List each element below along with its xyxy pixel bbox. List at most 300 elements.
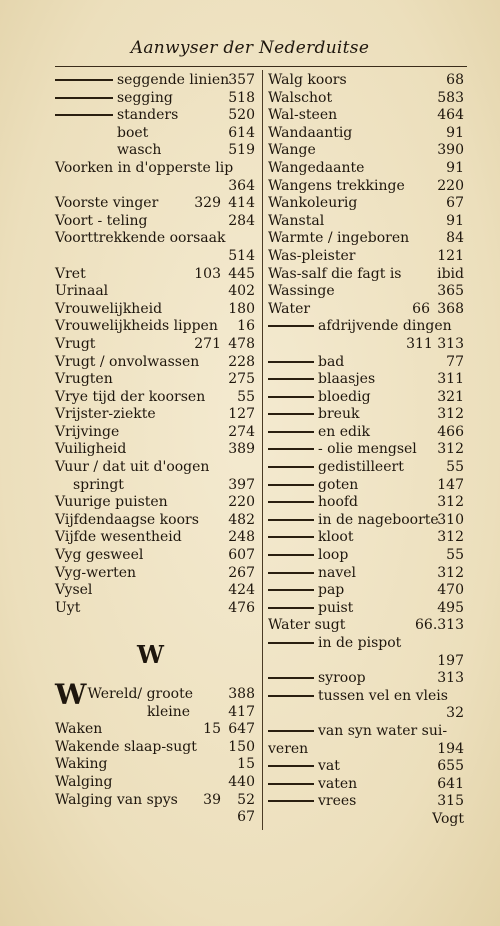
entry-page-number: 514 — [228, 247, 255, 264]
entry-term — [268, 195, 357, 213]
index-entry — [268, 459, 464, 477]
entry-term — [55, 459, 209, 477]
index-entry — [268, 600, 464, 618]
index-entry — [55, 72, 255, 90]
entry-term — [268, 477, 358, 495]
entry-page-number: 274 — [228, 423, 255, 440]
entry-page-number: 180 — [228, 300, 255, 317]
entry-page-number: 313 — [437, 670, 464, 687]
entry-text: in de pispot — [318, 635, 402, 651]
entry-term — [268, 529, 353, 547]
entry-text: Vijfde wesentheid — [55, 529, 182, 546]
index-entry — [55, 213, 255, 231]
entry-page-number: 464 — [437, 107, 464, 124]
entry-text: seggende linien — [117, 72, 230, 88]
index-entry — [268, 758, 464, 776]
entry-page-number: 520 — [228, 107, 255, 124]
entry-page-number: 275 — [228, 371, 255, 388]
entry-term — [55, 230, 225, 248]
entry-page-number: 357 — [228, 72, 255, 88]
entry-text: Wandaantig — [268, 124, 353, 141]
entry-page-number: 312 — [437, 441, 464, 458]
entry-text: Urinaal — [55, 283, 109, 300]
index-entry — [268, 371, 464, 389]
entry-page-number: 91 — [446, 212, 464, 229]
index-entry — [268, 670, 464, 688]
entry-page-number: 445 — [228, 265, 255, 282]
index-entry — [268, 723, 464, 741]
entry-page-number: 389 — [228, 441, 255, 458]
index-entry — [55, 774, 255, 792]
entry-page-number: 248 — [228, 529, 255, 546]
entry-page-number: 614 — [228, 124, 255, 141]
entry-page-number: 495 — [437, 599, 464, 616]
ditto-dash — [268, 413, 314, 415]
entry-page-number: 583 — [437, 89, 464, 106]
entry-text: Vrugt / onvolwassen — [55, 353, 200, 370]
ditto-dash — [268, 607, 314, 609]
entry-text: Waken — [55, 721, 103, 738]
entry-page-number: 310 — [437, 511, 464, 528]
index-entry — [55, 678, 255, 711]
entry-term — [268, 670, 366, 688]
entry-term — [268, 406, 359, 424]
entry-text: Walg koors — [268, 72, 347, 88]
index-entry — [55, 477, 255, 495]
entry-page-number: 476 — [228, 599, 255, 616]
index-entry — [55, 721, 255, 739]
entry-page-number: 655 — [437, 758, 464, 775]
entry-term — [268, 266, 401, 284]
entry-page-number: 311 313 — [406, 335, 464, 352]
page-header: Aanwyser der Nederduitse — [130, 38, 370, 58]
ditto-dash — [268, 396, 314, 398]
entry-page-number: 52 — [237, 791, 255, 808]
entry-text: Vrye tijd der koorsen — [55, 388, 206, 405]
entry-term — [268, 213, 324, 231]
ditto-dash — [268, 589, 314, 591]
index-entry — [268, 705, 464, 723]
entry-term — [268, 617, 345, 635]
index-entry — [55, 266, 255, 284]
entry-page-number: 67 — [237, 809, 255, 826]
entry-term — [55, 529, 182, 547]
index-entry — [55, 354, 255, 372]
entry-page-number: 32 — [446, 705, 464, 722]
entry-term — [268, 318, 452, 336]
entry-page-number: 478 — [228, 335, 255, 352]
index-entry — [55, 248, 255, 266]
ditto-dash — [268, 484, 314, 486]
index-entry — [55, 756, 255, 774]
index-entry — [268, 477, 464, 495]
entry-text: Vuurige puisten — [55, 494, 168, 511]
entry-term — [55, 582, 92, 600]
index-entry — [268, 565, 464, 583]
entry-term — [55, 494, 168, 512]
entry-term — [268, 125, 352, 143]
entry-term — [117, 125, 148, 143]
entry-text: Vrugten — [55, 371, 113, 388]
entry-text: gedistilleert — [318, 459, 404, 476]
entry-term — [55, 90, 173, 108]
entry-term — [117, 142, 161, 160]
index-entry — [55, 318, 255, 336]
drop-cap: W — [55, 678, 87, 711]
index-entry — [55, 529, 255, 547]
entry-term — [55, 371, 113, 389]
entry-term — [147, 704, 190, 722]
entry-page-number: 518 — [228, 89, 255, 106]
index-entry — [55, 107, 255, 125]
entry-text: standers — [117, 107, 179, 124]
index-entry — [55, 792, 255, 810]
entry-page-number-secondary: 103 — [194, 265, 221, 282]
entry-text: tussen vel en vleis — [318, 687, 448, 704]
entry-page-number: 397 — [228, 476, 255, 493]
entry-term — [268, 230, 409, 248]
entry-text: Walschot — [268, 89, 333, 106]
entry-term — [268, 459, 404, 477]
column-divider — [262, 70, 263, 830]
entry-term — [268, 758, 340, 776]
index-entry — [268, 617, 464, 635]
entry-term — [268, 635, 401, 653]
entry-text: Voorste vinger — [55, 195, 159, 212]
entry-term — [55, 774, 112, 792]
entry-page-number: 267 — [228, 564, 255, 581]
index-entry — [55, 371, 255, 389]
entry-term — [55, 160, 233, 178]
entry-page-number: 121 — [437, 247, 464, 264]
entry-page-number-secondary: 329 — [194, 195, 221, 212]
index-entry — [55, 142, 255, 160]
entry-text: Warmte / ingeboren — [268, 230, 410, 247]
index-entry — [268, 336, 464, 354]
index-entry — [268, 512, 464, 530]
section-letter: W — [137, 640, 164, 669]
entry-term — [268, 600, 353, 618]
entry-page-number: 84 — [446, 230, 464, 247]
entry-text: Uyt — [55, 599, 81, 616]
entry-term — [55, 389, 205, 407]
entry-term — [55, 600, 80, 618]
entry-page-number: 68 — [446, 72, 464, 88]
index-entry — [268, 406, 464, 424]
ditto-dash — [268, 431, 314, 433]
entry-text: Wange — [268, 142, 316, 159]
entry-term — [55, 441, 126, 459]
entry-page-number: Vogt — [432, 810, 464, 827]
ditto-dash — [55, 114, 113, 116]
entry-term — [268, 494, 358, 512]
ditto-dash — [268, 361, 314, 363]
entry-page-number: 55 — [237, 388, 255, 405]
entry-page-number: 55 — [446, 459, 464, 476]
entry-term — [55, 107, 178, 125]
index-entry — [268, 653, 464, 671]
index-entry — [268, 266, 464, 284]
entry-page-number: 388 — [228, 686, 255, 702]
entry-text: blaasjes — [318, 371, 376, 388]
entry-page-number: 150 — [228, 738, 255, 755]
entry-page-number: 312 — [437, 529, 464, 546]
index-entry — [55, 582, 255, 600]
entry-page-number: 417 — [228, 703, 255, 720]
entry-page-number: 607 — [228, 547, 255, 564]
entry-page-number: 91 — [446, 124, 464, 141]
index-entry — [55, 809, 255, 827]
entry-text: Voort - teling — [55, 212, 148, 229]
entry-text: Wal-steen — [268, 107, 338, 124]
entry-text: Vrijster-ziekte — [55, 406, 156, 423]
entry-page-number: 402 — [228, 283, 255, 300]
ditto-dash — [55, 79, 113, 81]
entry-term — [55, 756, 107, 774]
entry-page-number: 311 — [437, 371, 464, 388]
left-column-lower — [55, 678, 255, 827]
entry-text: Walging van spys — [55, 791, 178, 808]
entry-term — [268, 793, 356, 811]
entry-term — [73, 477, 124, 495]
entry-page-number: 67 — [446, 195, 464, 212]
ditto-dash — [268, 695, 314, 697]
entry-page-number-secondary: 271 — [194, 335, 221, 352]
entry-term — [55, 266, 86, 284]
entry-term — [268, 776, 357, 794]
entry-term — [268, 142, 316, 160]
index-entry — [55, 512, 255, 530]
entry-page-number: 147 — [437, 476, 464, 493]
index-entry — [268, 793, 464, 811]
entry-page-number: 220 — [437, 177, 464, 194]
entry-text: afdrijvende dingen — [318, 318, 452, 335]
index-entry — [268, 142, 464, 160]
entry-text: Waking — [55, 756, 108, 773]
entry-term — [268, 441, 417, 459]
entry-page-number: 315 — [437, 793, 464, 810]
ditto-dash — [268, 325, 314, 327]
left-column-upper — [55, 72, 255, 617]
ditto-dash — [268, 466, 314, 468]
entry-term — [268, 512, 439, 530]
entry-page-number: 424 — [228, 582, 255, 599]
index-entry — [268, 547, 464, 565]
entry-text: Wankoleurig — [268, 195, 358, 212]
entry-page-number: 519 — [228, 142, 255, 159]
entry-text: en edik — [318, 423, 370, 440]
entry-text: Voorken in d'opperste lip — [55, 159, 234, 176]
entry-page-number: 220 — [228, 494, 255, 511]
index-entry — [55, 704, 255, 722]
index-entry — [268, 178, 464, 196]
ditto-dash — [268, 800, 314, 802]
entry-text: - olie mengsel — [318, 441, 417, 458]
entry-text: vrees — [318, 793, 357, 810]
index-entry — [55, 90, 255, 108]
entry-term — [55, 336, 95, 354]
ditto-dash — [268, 554, 314, 556]
entry-text: bad — [318, 353, 345, 370]
entry-text: Walging — [55, 773, 113, 790]
index-entry — [55, 600, 255, 618]
entry-page-number: 470 — [437, 582, 464, 599]
index-entry — [268, 72, 464, 90]
ditto-dash — [268, 783, 314, 785]
index-entry — [268, 389, 464, 407]
entry-text: van syn water sui- — [318, 722, 448, 739]
entry-term — [268, 688, 448, 706]
index-entry — [55, 424, 255, 442]
entry-text: vaten — [318, 775, 358, 792]
index-entry — [268, 741, 464, 759]
index-entry — [55, 230, 255, 248]
index-entry — [268, 283, 464, 301]
entry-text: Vrouwelijkheids lippen — [55, 318, 218, 335]
entry-page-number-secondary: 39 — [203, 791, 221, 808]
entry-term — [268, 178, 405, 196]
index-entry — [268, 107, 464, 125]
index-entry — [55, 283, 255, 301]
entry-text: navel — [318, 564, 357, 581]
entry-page-number: 91 — [446, 159, 464, 176]
index-entry — [268, 301, 464, 319]
entry-term — [55, 213, 147, 231]
ditto-dash — [268, 378, 314, 380]
index-entry — [268, 354, 464, 372]
index-entry — [55, 125, 255, 143]
entry-text: hoofd — [318, 494, 359, 511]
entry-term — [268, 283, 335, 301]
entry-text: Water sugt — [268, 617, 346, 634]
entry-term — [55, 406, 156, 424]
entry-page-number: 321 — [437, 388, 464, 405]
entry-page-number: 194 — [437, 740, 464, 757]
entry-page-number: 368 — [437, 300, 464, 317]
index-entry — [55, 389, 255, 407]
index-entry — [268, 213, 464, 231]
entry-text: Wangedaante — [268, 159, 365, 176]
index-entry — [268, 529, 464, 547]
entry-term — [268, 547, 348, 565]
entry-term — [55, 547, 143, 565]
entry-term — [268, 90, 332, 108]
entry-page-number: 197 — [437, 652, 464, 669]
entry-text: Voorttrekkende oorsaak — [55, 230, 226, 247]
entry-term — [55, 721, 102, 739]
entry-text: Vijfdendaagse koors — [55, 511, 199, 528]
entry-text: Wanstal — [268, 212, 325, 229]
ditto-dash — [268, 677, 314, 679]
index-entry — [268, 688, 464, 706]
entry-term — [55, 283, 108, 301]
entry-text: Vrouwelijkheid — [55, 300, 163, 317]
index-entry — [268, 441, 464, 459]
entry-text: Wakende slaap-sugt — [55, 738, 197, 755]
entry-term — [268, 160, 364, 178]
entry-term — [268, 107, 337, 125]
ditto-dash — [268, 501, 314, 503]
entry-text: Was-pleister — [268, 247, 356, 264]
right-column — [268, 72, 464, 829]
index-entry — [55, 178, 255, 196]
entry-page-number: 414 — [228, 195, 255, 212]
entry-page-number: 390 — [437, 142, 464, 159]
entry-text: breuk — [318, 406, 360, 423]
entry-text: segging — [117, 89, 173, 106]
index-entry — [55, 301, 255, 319]
ditto-dash — [55, 97, 113, 99]
entry-page-number: 55 — [446, 547, 464, 564]
index-entry — [268, 582, 464, 600]
entry-text: Wangens trekkinge — [268, 177, 405, 194]
entry-term — [268, 72, 347, 90]
entry-term — [55, 195, 158, 213]
entry-term — [268, 741, 308, 759]
entry-term — [268, 582, 344, 600]
index-entry — [55, 195, 255, 213]
entry-text: Was-salf die fagt is — [268, 265, 402, 282]
index-entry — [55, 547, 255, 565]
ditto-dash — [268, 730, 314, 732]
entry-text: pap — [318, 582, 345, 599]
index-entry — [268, 230, 464, 248]
entry-term — [55, 739, 197, 757]
entry-page-number: 365 — [437, 283, 464, 300]
entry-text: Wassinge — [268, 283, 335, 300]
index-entry — [55, 565, 255, 583]
header-rule — [55, 66, 467, 67]
entry-term — [268, 301, 310, 319]
entry-term — [268, 248, 355, 266]
entry-page-number: 641 — [437, 775, 464, 792]
entry-term — [268, 389, 371, 407]
entry-text: kleine — [147, 703, 191, 720]
index-entry — [55, 441, 255, 459]
entry-text: Vrugt — [55, 335, 96, 352]
index-entry — [268, 160, 464, 178]
entry-text: veren — [268, 740, 309, 757]
entry-page-number: 364 — [228, 177, 255, 194]
ditto-dash — [268, 519, 314, 521]
entry-text: loop — [318, 547, 349, 564]
index-entry — [268, 635, 464, 653]
entry-text: bloedig — [318, 388, 371, 405]
entry-term — [55, 678, 193, 711]
entry-text: kloot — [318, 529, 354, 546]
index-entry — [268, 811, 464, 829]
entry-text: Vret — [55, 265, 86, 282]
entry-page-number: 16 — [237, 318, 255, 335]
index-entry — [268, 195, 464, 213]
index-entry — [55, 160, 255, 178]
entry-term — [268, 723, 447, 741]
index-entry — [268, 494, 464, 512]
entry-text: Vysel — [55, 582, 93, 599]
entry-text: Vyg-werten — [55, 564, 137, 581]
entry-term — [55, 301, 162, 319]
entry-text: in de nageboorte — [318, 511, 439, 528]
entry-text: Water — [268, 300, 311, 317]
entry-page-number: 228 — [228, 353, 255, 370]
index-entry — [268, 776, 464, 794]
index-entry — [55, 406, 255, 424]
entry-text: Wereld/ groote — [87, 686, 193, 702]
entry-page-number: 77 — [446, 353, 464, 370]
index-entry — [55, 459, 255, 477]
entry-page-number: 482 — [228, 511, 255, 528]
entry-page-number: 127 — [228, 406, 255, 423]
